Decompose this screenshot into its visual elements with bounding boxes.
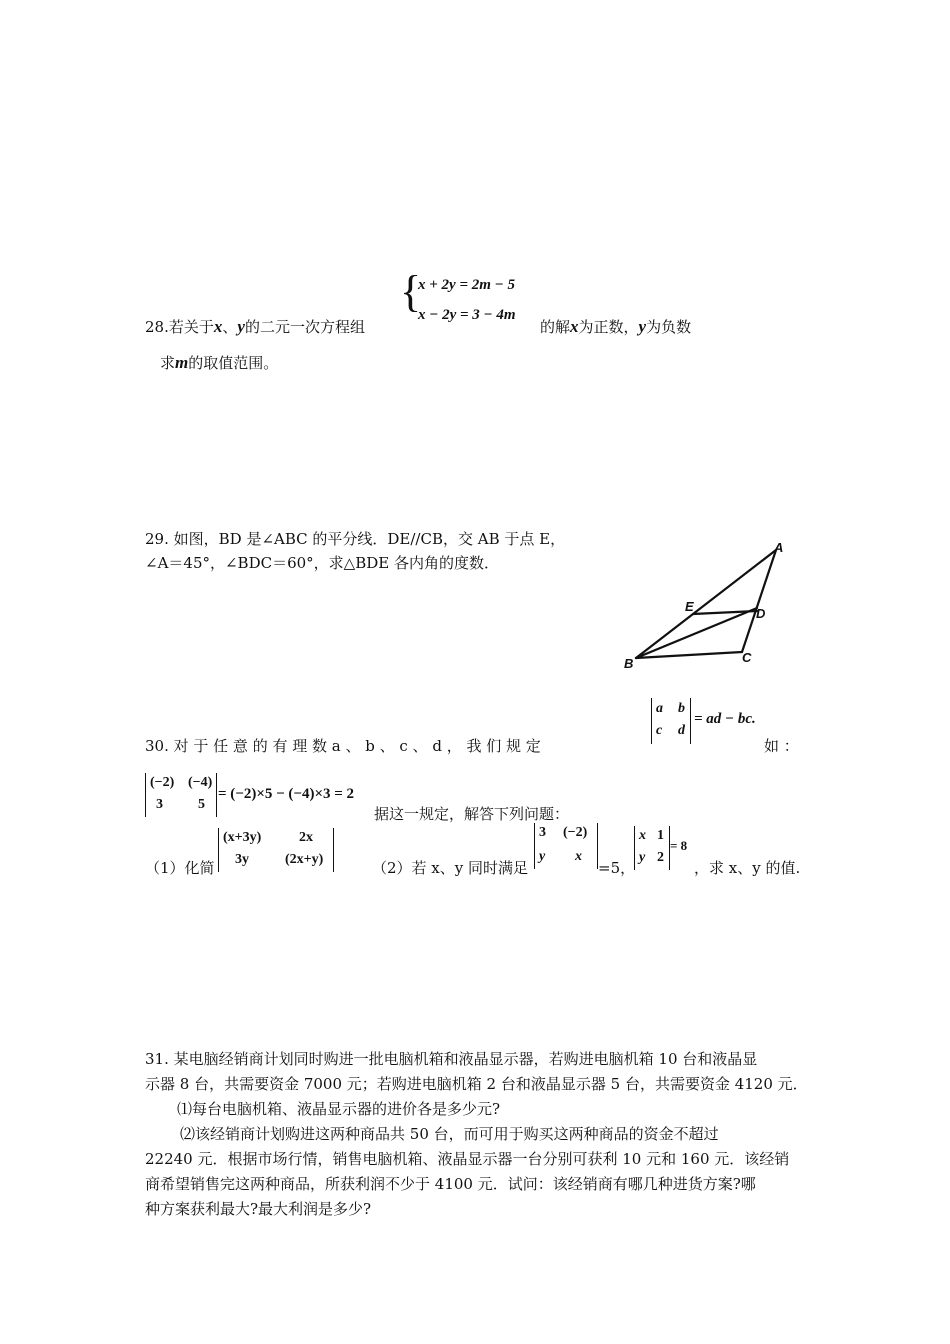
segment-bc [636, 652, 742, 658]
question-31-part-2: ⑵该经销商计划购进这两种商品共 50 台，而可用于购买这两种商品的资金不超过 [180, 1125, 719, 1143]
part-2-label: （2）若 x、y 同时满足 [372, 859, 529, 877]
system-equation-2: x − 2y = 3 − 4m [418, 307, 516, 323]
question-29-line-2: ∠A＝45°，∠BDC＝60°，求△BDE 各内角的度数． [145, 554, 499, 572]
label-b: B [624, 656, 634, 671]
question-31-part-1: ⑴每台电脑机箱、液晶显示器的进价各是多少元? [177, 1100, 501, 1118]
question-number: 28. [145, 318, 169, 336]
example-determinant: (−2) (−4) 3 5 [145, 773, 217, 817]
var-x: x [570, 317, 579, 336]
segment-ba [636, 550, 776, 658]
part-2-determinant-2: x 1 y 2 [634, 826, 670, 870]
question-31-line-2: 示器 8 台，共需要资金 7000 元；若购进电脑机箱 2 台和液晶显示器 5 台，共需要资金 4120 元． [145, 1075, 808, 1093]
label-e: E [685, 599, 694, 614]
question-28-line-1: 28.若关于x、y的二元一次方程组 [145, 317, 365, 336]
definition-rule: = ad − bc. [694, 711, 756, 727]
system-equation-1: x + 2y = 2m − 5 [418, 277, 516, 293]
part-2-equals-8: = 8 [670, 838, 688, 853]
part-1-label: （1）化简 [145, 859, 215, 877]
system-brace: { [400, 267, 422, 316]
question-30-line-2: 据这一规定，解答下列问题： [374, 805, 570, 823]
part-2-end: ，求 x、y 的值. [694, 859, 801, 877]
question-31-line-5: 22240 元．根据市场行情，销售电脑机箱、液晶显示器一台分别可获利 10 元和 160 元．该经销 [145, 1150, 790, 1168]
part-2-determinant-1: 3 (−2) y x [534, 823, 598, 869]
segment-ed [693, 611, 757, 614]
part-2-equals-5: =5， [598, 859, 636, 877]
label-c: C [742, 650, 752, 665]
var-m: m [175, 353, 189, 372]
question-31-line-6: 商希望销售完这两种商品，所获利润不少于 4100 元．试问：该经销商有哪几种进货方案?哪 [145, 1175, 756, 1193]
question-29-line-1: 29. 如图，BD 是∠ABC 的平分线．DE//CB，交 AB 于点 E， [145, 530, 566, 548]
triangle-figure [618, 540, 798, 685]
question-28-line-2: 求m的取值范围。 [160, 353, 279, 372]
segment-bd [636, 608, 757, 658]
question-28-line-1-end: 的解x为正数，y为负数 [540, 317, 692, 336]
definition-determinant: a b c d [651, 698, 691, 744]
label-a: A [774, 540, 784, 555]
question-31-line-7: 种方案获利最大?最大利润是多少? [145, 1200, 372, 1218]
var-y: y [237, 317, 245, 336]
segment-ac [742, 550, 776, 652]
question-30-line-1: 30. 对 于 任 意 的 有 理 数 a 、 b 、 c 、 d ， 我 们 规 定 [145, 737, 541, 755]
example-lead: 如 ： [764, 737, 799, 755]
var-x: x [213, 317, 223, 336]
label-d: D [756, 606, 766, 621]
question-31-line-1: 31. 某电脑经销商计划同时购进一批电脑机箱和液晶显示器，若购进电脑机箱 10 台和液晶显 [145, 1050, 758, 1068]
var-y: y [638, 317, 647, 336]
part-1-determinant: (x+3y) 2x 3y (2x+y) [218, 828, 334, 872]
example-rule: = (−2)×5 − (−4)×3 = 2 [218, 786, 355, 802]
